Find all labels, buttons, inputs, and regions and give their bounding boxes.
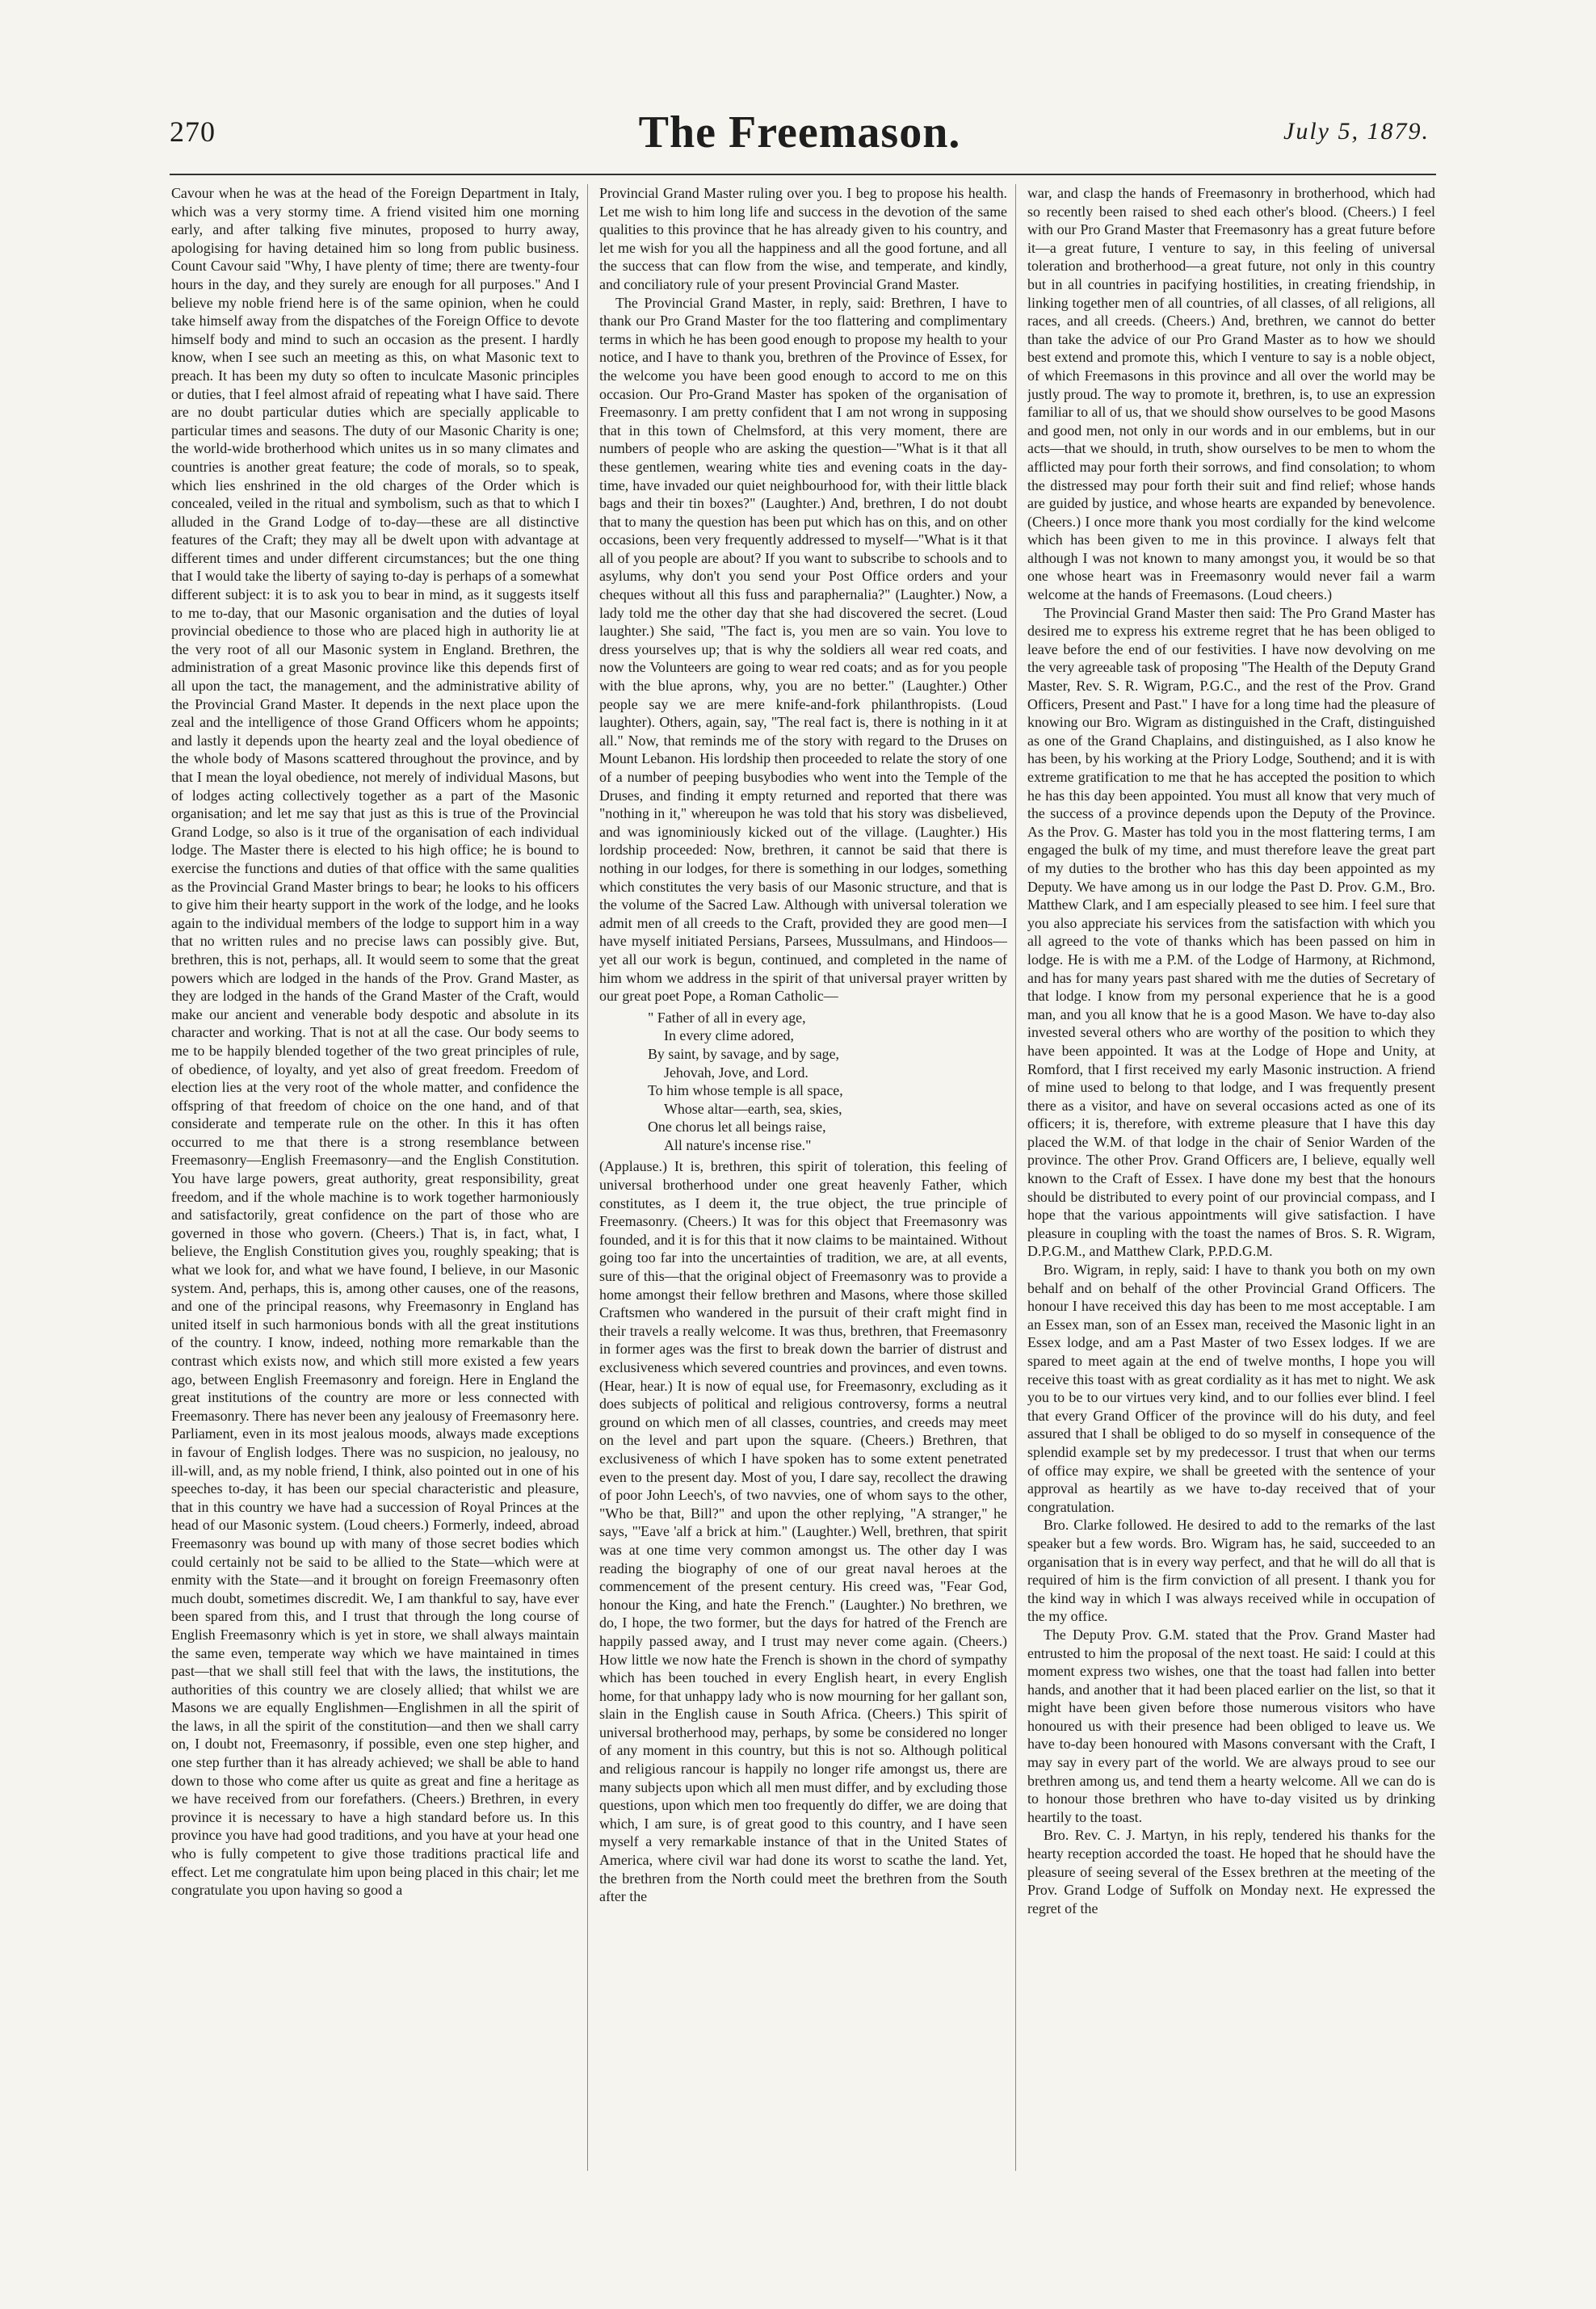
verse-line: In every clime adored, xyxy=(664,1027,794,1044)
verse-quotation xyxy=(648,1009,1007,1155)
paragraph: Cavour when he was at the head of the Foreign Department in Italy, which was a very stormy time. A friend visited him one morning early, and after talking five minutes, proposed to hurry away, apologising for having detained him so long from public business. Count Cavour said "Why, I have plenty of time; there are twenty-four hours in the day, and they surely are enough for all purposes." And I believe my noble friend here is of the same opinion, when he could take himself away from the dispatches of the Foreign Office to devote himself body and mind to such an occasion as the present. I hardly know, when I see such an meeting as this, on what Masonic text to preach. It has been my duty so often to inculcate Masonic principles or duties, that I feel almost afraid of repeating what I have said. There are no doubt particular duties which are specially applicable to particular times and seasons. The duty of our Masonic Charity is one; the world-wide brotherhood which unites us in so many climates and countries is another great feature; the code of morals, so to speak, which lies enshrined in the old charges of the Order which is concealed, veiled in the ritual and symbolism, such as that to which I alluded in the Grand Lodge of to-day—these are all distinctive features of the Craft; they may all be dwelt upon with advantage at different times and under different circumstances; but the one thing that I would take the liberty of saying to-day is perhaps of a somewhat different subject: it is to ask you to bear in mind, as it suggests itself to me to-day, that our Masonic organisation and the duties of loyal provincial obedience to those who are placed high in authority lie at the very root of all our Masonic system in England. Brethren, the administration of a great Masonic province like this depends first of all upon the tact, the management, and the administrative ability of the Provincial Grand Master. It depends in the next place upon the zeal and the intelligence of those Grand Officers whom he appoints; and lastly it depends upon the hearty zeal and the loyal obedience of the whole body of Masons scattered throughout the province, and by that I mean the loyal obedience, not merely of individual Masons, but of lodges acting collectively together as a part of the Masonic organisation; and let me say that just as this is true of the Provincial Grand Lodge, so also is it true of the organisation of each individual lodge. The Master there is elected to his high office; he is bound to exercise the functions and duties of that office with the same qualities as the Provincial Grand Master brings to bear; he looks to his officers to give him their hearty support in the work of the lodge, and he looks again to the individual members of the lodge to support him in a way that no written rules and no precise laws can possibly give. But, brethren, this is not, perhaps, all. It would seem to some that the great powers which are lodged in the hands of the Prov. Grand Master, as they are lodged in the hands of the Grand Master of the Craft, would make our ancient and venerable body despotic and absolute in its character and working. That is not at all the case. Our body seems to me to be happily blended together of the two great principles of rule, of obedience, of loyalty, and yet also of great freedom. Freedom of election lies at the very root of the whole matter, and confidence the offspring of that freedom of choice on the one hand, and of that considerate and temperate rule on the other. In this it has often occurred to me that there is a strong resemblance between Freemasonry—English Freemasonry—and the English Constitution. You have large powers, great authority, great responsibility, great freedom, and if the whole machine is to work together harmoniously and satisfactorily, great confidence on the part of those who are governed in those who govern. (Cheers.) That is, in fact, what, I believe, the English Constitution gives you, roughly speaking; that is what we look for, and what we have found, I believe, in our Masonic system. And, perhaps, this is, among other causes, one of the reasons, and one of the principal reasons, why Freemasonry in England has united itself in such harmonious bonds with all the great institutions of the country. I know, indeed, nothing more remarkable than the contrast which exists now, and which still more existed a few years ago, between English Freemasonry and foreign. Here in England the great institutions of the country are more or less connected with Freemasonry. There has never been any jealousy of Freemasonry here. Parliament, even in its most jealous moods, always made exceptions in favour of English lodges. There was no suspicion, no jealousy, no ill-will, and, as my noble friend, I think, also pointed out in one of his speeches to-day, it has been our special characteristic and pleasure, that in this country we have had a succession of Royal Princes at the head of our Masonic system. (Loud cheers.) Formerly, indeed, abroad Freemasonry was bound up with many of those secret bodies which could certainly not be said to be allied to the State—which were at enmity with the State—and it brought on foreign Freemasonry often much doubt, sometimes discredit. We, I am thankful to say, have ever been spared from this, and I trust that through the long course of English Freemasonry which is yet in store, we shall always maintain the same even, temperate way which we have maintained in times past—that we shall still feel that with the laws, the institutions, the authorities of this country we are closely allied; that whilst we are Masons we are equally Englishmen—Englishmen in all the spirit of the laws, in all the spirit of the constitution—and then we shall carry on, I doubt not, Freemasonry, if possible, even one step higher, and one step further than it has already achieved; we shall be able to hand down to those who come after us quite as great and fine a heritage as we have received from our forefathers. (Cheers.) Brethren, in every province it is necessary to have a high standard before us. In this province you have had good traditions, and you have at your head one who is fully competent to give those traditions practical life and effect. Let me congratulate him upon being placed in this chair; let me congratulate you upon having so good a xyxy=(171,185,579,1899)
paragraph: The Provincial Grand Master then said: The Pro Grand Master has desired me to express his extreme regret that he has been obliged to leave before the end of our festivities. I have now devolving on me the very agreeable task of proposing "The Health of the Deputy Grand Master, Rev. S. R. Wigram, P.G.C., and the rest of the Prov. Grand Officers, Present and Past." I have for a long time had the pleasure of knowing our Bro. Wigram as distinguished in the Craft, distinguished as one of the Grand Chaplains, and distinguished, as I also know he has been, by his working at the Priory Lodge, Southend; and it is with extreme gratification to me that he has accepted the position to which he has this day been appointed. You must all know that very much of the success of a province depends upon the Deputy of the Province. As the Prov. G. Master has told you in the most flattering terms, I am engaged the bulk of my time, and must therefore leave the great part of my duties to the brother who has this day been appointed as my Deputy. We have among us in our lodge the Past D. Prov. G.M., Bro. Matthew Clark, and I am especially pleased to see him. I feel sure that you also appreciate his services from the satisfaction with which you all agreed to the vote of thanks which has been passed on him in lodge. He is with me a P.M. of the Lodge of Harmony, at Richmond, and has for many years past shared with me the duties of Secretary of that lodge. I know from my personal experience that he is a good man, and you all know that he is a good Mason. We have to-day also invested several others who are worthy of the position to which they have been appointed. It was at the Lodge of Hope and Unity, at Romford, that I first received my early Masonic instruction. A friend of mine used to belong to that lodge, and I was frequently present there as a visitor, and have on several occasions acted as one of its officers; it is, therefore, with extreme pleasure that I have this day placed the W.M. of that lodge in the chair of Senior Warden of the province. The other Prov. Grand Officers are, I believe, equally well known to the Craft of Essex. I have done my best that the honours should be distributed to every point of our provincial compass, and I hope that the various appointments will give satisfaction. I have pleasure in coupling with the toast the names of Bros. S. R. Wigram, D.P.G.M., and Matthew Clark, P.P.D.G.M. xyxy=(1027,604,1435,1260)
verse-line: One chorus let all beings raise, xyxy=(648,1119,826,1136)
verse-line: Jehovah, Jove, and Lord. xyxy=(664,1064,808,1081)
column-2 xyxy=(599,184,1007,2175)
verse-line: By saint, by savage, and by sage, xyxy=(648,1045,839,1062)
column-3 xyxy=(1027,184,1435,2175)
verse-line: All nature's incense rise." xyxy=(664,1136,812,1153)
newspaper-title: The Freemason. xyxy=(638,107,961,157)
masthead-rule xyxy=(170,174,1436,175)
page-number: 270 xyxy=(170,115,216,148)
paragraph: Provincial Grand Master ruling over you. I beg to propose his health. Let me wish to him long life and success in the devotion of the same qualities to this province that he has already given to his country, and let me wish for you all the happiness and all the good fortune, and all the success that can flow from the wise, and temperate, and kindly, and conciliatory rule of your present Provincial Grand Master. xyxy=(599,185,1007,292)
paragraph: The Deputy Prov. G.M. stated that the Prov. Grand Master had entrusted to him the proposal of the next toast. He said: I could at this moment express two wishes, one that the toast had fallen into better hands, and another that it had been placed earlier on the list, so that it might have been given before those numerous visitors who have honoured us with their presence had been obliged to leave us. We have to-day been honoured with Masons conversant with the Craft, I may say in every part of the world. We are always proud to see our brethren among us, and tend them a hearty welcome. All we can do is to honour those brethren who have to-day visited us by drinking heartily to the toast. xyxy=(1027,1626,1435,1825)
paragraph: war, and clasp the hands of Freemasonry in brotherhood, which had so recently been raised to shed each other's blood. (Cheers.) I feel with our Pro Grand Master that Freemasonry has a great future before it—a great future, I venture to say, in this feeling of universal toleration and brotherhood—a great future, not only in this country but in all countries in pacifying hostilities, in creating friendship, in linking together men of all countries, of all classes, of all religions, all races, and all creeds. (Cheers.) And, brethren, we cannot do better than take the advice of our Pro Grand Master as to how we should best extend and promote this, which I venture to say is a noble object, of which Freemasons in this province and all over the world may be justly proud. The way to promote it, brethren, is, to use an expression familiar to all of us, that we should show ourselves to be good Masons and good men, not only in our words and in our emblems, but in our acts—that we should, in truth, show ourselves to be men to whom the afflicted may pour forth their sorrows, and find consolation; to whom the distressed may pour forth their suit and find relief; whose hands are guided by justice, and whose hearts are expanded by benevolence. (Cheers.) I once more thank you most cordially for the kind welcome which has been given to me in this province. I always felt that although I was not known to many amongst you, it would be so that one whose heart was in Freemasonry would never fail a warm welcome at the hands of Freemasons. (Loud cheers.) xyxy=(1027,185,1435,603)
verse-line: Whose altar—earth, sea, skies, xyxy=(664,1100,842,1117)
paragraph: (Applause.) It is, brethren, this spirit of toleration, this feeling of universal brotherhood under one great heavenly Father, which constitutes, as I deem it, the true object, the true principle of Freemasonry. (Cheers.) It was for this object that Freemasonry was founded, and it is for this that it now claims to be maintained. Without going too far into the uncertainties of tradition, we are, at all events, sure of this—that the original object of Freemasonry was to provide a home amongst their fellow brethren and Masons, where those skilled Craftsmen who wandered in the pursuit of their craft might find in their travels a really welcome. It was thus, brethren, that Freemasonry in former ages was the first to break down the barrier of distrust and exclusiveness which severed countries and provinces, and even towns. (Hear, hear.) It is now of equal use, for Freemasonry, excluding as it does subjects of political and religious controversy, forms a neutral ground on which men of all classes, countries, and creeds may meet on the level and part upon the square. (Cheers.) Brethren, that exclusiveness of which I have spoken has to some extent penetrated even to the present day. Most of you, I dare say, recollect the drawing of poor John Leech's, of two navvies, one of whom says to the other, "Who be that, Bill?" and upon the other replying, "A stranger," he says, "'Eave 'alf a brick at him." (Laughter.) Well, brethren, that spirit was at one time very common amongst us. The other day I was reading the biography of one of our great naval heroes at the commencement of the present century. His creed was, "Fear God, honour the King, and hate the French." (Laughter.) No brethren, we do, I hope, the two former, but the days for hatred of the French are happily passed away, and I trust may never come again. (Cheers.) How little we now hate the French is shown in the chord of sympathy which has been touched in every English heart, in every English home, for that unhappy lady who is now mourning for her gallant son, slain in the English cause in South Africa. (Cheers.) This spirit of universal brotherhood may, perhaps, by some be considered no longer of any moment in this country, but this is not so. Although political and religious rancour is happily no longer rife amongst us, there are many subjects upon which all men must differ, and by excluding those questions, upon which men too frequently do differ, we are doing that which, I am sure, is of great good to this country, and I have seen myself a very remarkable instance of that in the United States of America, where civil war had done its worst to scathe the land. Yet, the brethren from the North could meet the brethren from the South after the xyxy=(599,1158,1007,1905)
paragraph: Bro. Clarke followed. He desired to add to the remarks of the last speaker but a few words. Bro. Wigram has, he said, succeeded to an organisation that is in every way perfect, and that he will do all that is required of him is the firm conviction of all present. I thank you for the kind way in which I was always received while in occupation of the my office. xyxy=(1027,1517,1435,1625)
column-1 xyxy=(171,184,579,2175)
column-divider xyxy=(1015,184,1016,2171)
verse-line: To him whose temple is all space, xyxy=(648,1082,843,1099)
issue-date: July 5, 1879. xyxy=(1283,118,1430,145)
column-divider xyxy=(587,184,588,2171)
paragraph: The Provincial Grand Master, in reply, said: Brethren, I have to thank our Pro Grand Master for the too flattering and complimentary terms in which he has been good enough to propose my health to your notice, and I have to thank you, brethren of the Province of Essex, for the welcome you have been good enough to accord to me on this occasion. Our Pro-Grand Master has spoken of the organisation of Freemasonry. I am pretty confident that I am not wrong in supposing that in this town of Chelmsford, at this very moment, there are numbers of people who are asking the question—"What is it that all these gentlemen, wearing white ties and evening coats in the day-time, have invaded our quiet neighbourhood for, with their little black bags and their tin boxes?" (Laughter.) And, brethren, I do not doubt that to many the question has been put which has on this, and on other occasions, been very frequently addressed to myself—"What is it that all of you people are about? If you want to subscribe to schools and to asylums, why don't you send your Post Office orders and your cheques without all this fuss and paraphernalia?" (Laughter.) Now, a lady told me the other day that she had discovered the secret. (Loud laughter.) She said, "The fact is, you men are so vain. You love to dress yourselves up; that is why the soldiers all wear red coats, and now the Volunteers are going to wear red coats; and as for you people with the blue aprons, why, you are no better." (Laughter.) Other people say we are mere knife-and-fork philanthropists. (Loud laughter). Others, again, say, "The real fact is, there is nothing in it at all." Now, that reminds me of the story with regard to the Druses on Mount Lebanon. His lordship then proceeded to relate the story of one of a number of peeping busybodies who went into the Temple of the Druses, and finding it empty returned and reported that there was "nothing in it," whereupon he was told that his story was disbelieved, and was ignominiously kicked out of the village. (Laughter.) His lordship proceeded: Now, brethren, it cannot be said that there is nothing in our lodges, for there is something in our lodges, something which constitutes the very basis of our Masonic structure, and that is the volume of the Sacred Law. Although with universal toleration we admit men of all creeds to the Craft, provided they are good men—I have myself initiated Persians, Parsees, Mussulmans, and Hindoos—yet all our work is begun, continued, and completed in the name of him whom we address in the spirit of that universal prayer written by our great poet Pope, a Roman Catholic— xyxy=(599,294,1007,1005)
verse-line: " Father of all in every age, xyxy=(648,1009,806,1026)
paragraph: Bro. Wigram, in reply, said: I have to thank you both on my own behalf and on behalf of the other Provincial Grand Officers. The honour I have received this day has been to me most acceptable. I am an Essex man, son of an Essex man, received the Masonic light in an Essex lodge, and am a Past Master of two Essex lodges. If we are spared to meet again at the end of twelve months, I hope you will receive this toast with as great cordiality as it has met to night. We ask you to be to our virtues very kind, and to our follies ever blind. I feel that every Grand Officer of the province will do his duty, and feel assured that I shall be obliged to do so myself in consequence of the splendid example set by my predecessor. I trust that when our terms of office may expire, we shall be greeted with the sentence of your approval as heartily as we have to-day received that of your congratulation. xyxy=(1027,1262,1435,1515)
paragraph: Bro. Rev. C. J. Martyn, in his reply, tendered his thanks for the hearty reception accorded the toast. He hoped that he should have the pleasure of seeing several of the Essex brethren at the meeting of the Prov. Grand Lodge of Suffolk on Monday next. He expressed the regret of the xyxy=(1027,1827,1435,1916)
masthead xyxy=(170,107,1430,163)
